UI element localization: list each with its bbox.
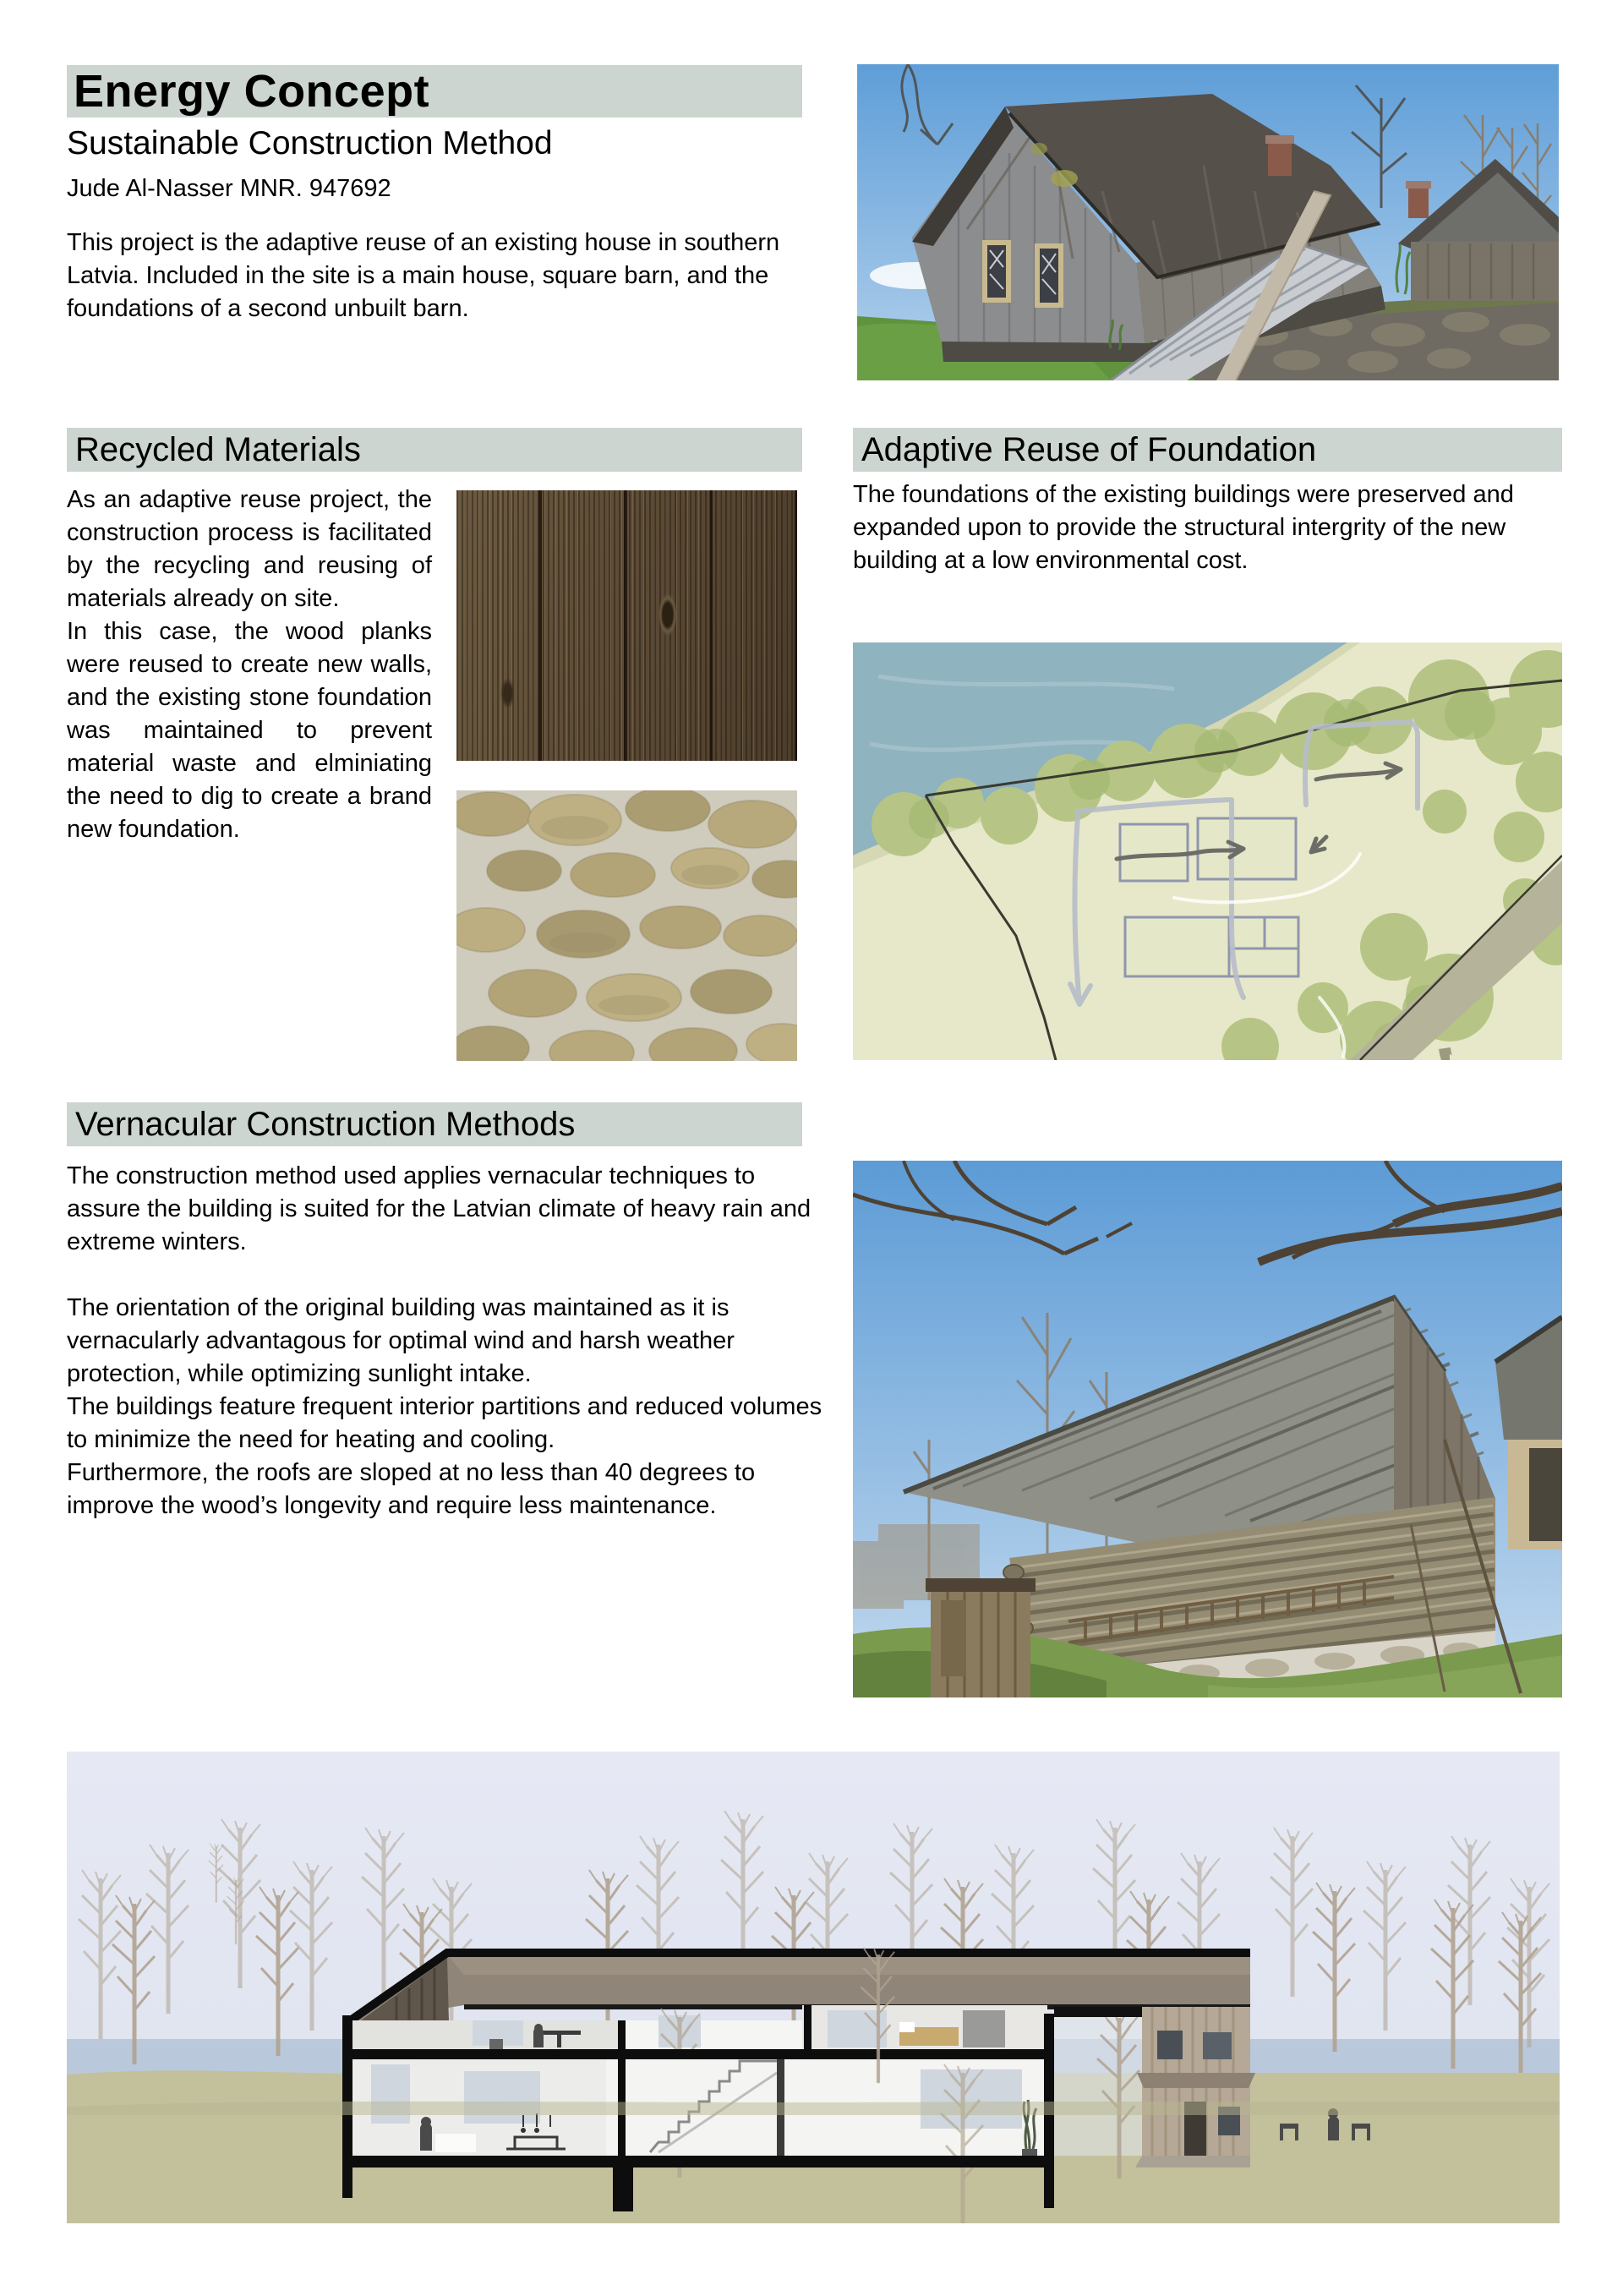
wood-plank-texture-image bbox=[456, 490, 797, 761]
photo-log-barn-graphic bbox=[853, 1161, 1562, 1697]
section-heading-adaptive-reuse: Adaptive Reuse of Foundation bbox=[853, 428, 1562, 472]
recycled-paragraph-1: As an adaptive reuse project, the construction process is facilitated by the recycling and reusing of materials already on site. bbox=[67, 486, 432, 612]
section-heading-recycled-materials: Recycled Materials bbox=[67, 428, 802, 472]
vernacular-paragraph-2: The orientation of the original building was maintained as it is vernacularly advantagous for optimal wind and harsh weather protection, while optimizing sunlight intake. bbox=[67, 1294, 735, 1387]
vernacular-paragraph-1: The construction method used applies vernacular techniques to assure the building is suited for the Latvian climate of heavy rain and extreme winters. bbox=[67, 1162, 812, 1255]
vernacular-text bbox=[67, 1160, 832, 1522]
site-plan-graphic bbox=[853, 642, 1562, 1060]
building-section-render-graphic bbox=[67, 1752, 1560, 2223]
stone-texture-graphic bbox=[456, 790, 797, 1061]
photo-existing-house-and-barn bbox=[857, 64, 1559, 380]
vernacular-paragraph-3: The buildings feature frequent interior partitions and reduced volumes to minimize the need for heating and cooling. bbox=[67, 1393, 822, 1453]
photo-log-barn bbox=[853, 1161, 1562, 1697]
foundation-text: The foundations of the existing buildings were preserved and expanded upon to provide the structural intergrity of the new building at a low environmental cost. bbox=[853, 481, 1514, 574]
site-plan-illustration bbox=[853, 642, 1562, 1060]
building-section-render bbox=[67, 1752, 1560, 2223]
page-subtitle: Sustainable Construction Method bbox=[67, 125, 553, 161]
vernacular-paragraph-4: Furthermore, the roofs are sloped at no less than 40 degrees to improve the wood’s longevity and require less maintenance. bbox=[67, 1459, 756, 1519]
photo-existing-house-graphic bbox=[857, 64, 1559, 380]
title-bar bbox=[67, 65, 802, 118]
recycled-paragraph-2: In this case, the wood planks were reused to create new walls, and the existing stone foundation was maintained to prevent material waste and elminiating the need to dig to create a brand new foundation. bbox=[67, 618, 432, 843]
recycled-materials-text bbox=[67, 484, 432, 846]
stone-foundation-texture-image bbox=[456, 790, 797, 1061]
author-line: Jude Al-Nasser MNR. 947692 bbox=[67, 175, 391, 202]
page-title: Energy Concept bbox=[74, 66, 430, 117]
intro-paragraph: This project is the adaptive reuse of an existing house in southern Latvia. Included in the site is a main house, square barn, and the foundations of a second unbuilt barn. bbox=[67, 229, 780, 322]
section-heading-vernacular: Vernacular Construction Methods bbox=[67, 1102, 802, 1146]
